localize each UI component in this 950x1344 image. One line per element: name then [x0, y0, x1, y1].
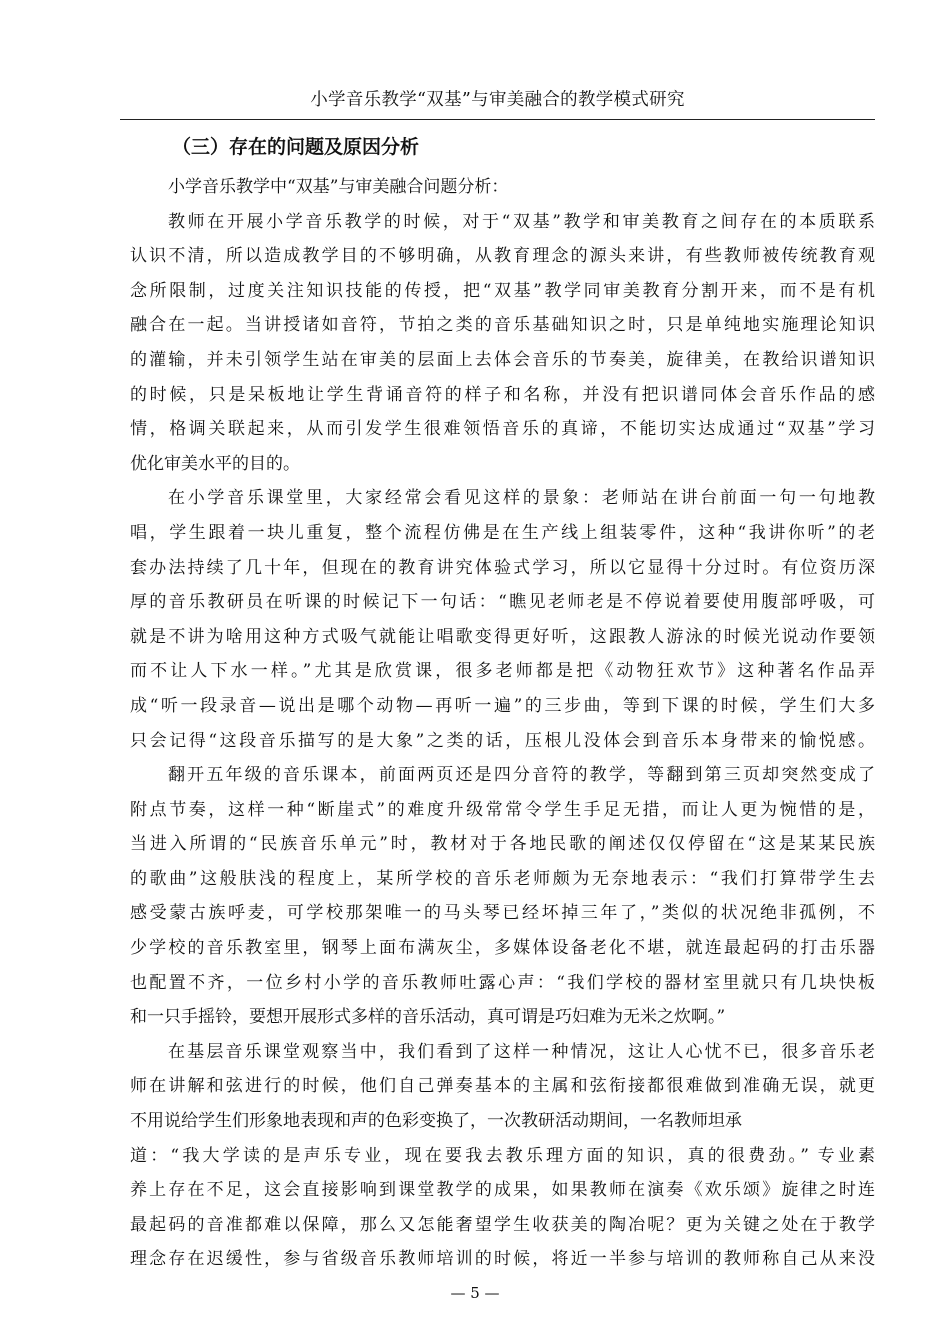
text-line: 认识不清，所以造成教学目的不够明确，从教育理念的源头来讲，有些教师被传统教育观: [130, 246, 875, 267]
text-line: 唱，学生跟着一块儿重复，整个流程仿佛是在生产线上组装零件，这种“我讲你听”的老: [130, 522, 875, 543]
text-line: 翻开五年级的音乐课本，前面两页还是四分音符的教学，等翻到第三页却突然变成了: [168, 765, 875, 786]
text-line: 在基层音乐课堂观察当中，我们看到了这样一种情况，这让人心忧不已，很多音乐老: [168, 1041, 875, 1062]
text-line: 教师在开展小学音乐教学的时候，对于“双基”教学和审美教育之间存在的本质联系: [168, 211, 875, 232]
text-line: 在小学音乐课堂里，大家经常会看见这样的景象：老师站在讲台前面一句一句地教: [168, 488, 875, 509]
text-line: 就是不讲为啥用这种方式吸气就能让唱歌变得更好听，这跟教人游泳的时候光说动作要领: [130, 626, 875, 647]
text-line: 只会记得“这段音乐描写的是大象”之类的话，压根儿没体会到音乐本身带来的愉悦感。: [130, 730, 875, 751]
body-text: [130, 170, 875, 1277]
text-line: 情，格调关联起来，从而引发学生很难领悟音乐的真谛，不能切实达成通过“双基”学习: [130, 419, 875, 440]
text-line: 也配置不齐，一位乡村小学的音乐教师吐露心声：“我们学校的器材室里就只有几块快板: [130, 972, 875, 993]
text-line: 不用说给学生们形象地表现和声的色彩变换了，一次教研活动期间，一名教师坦承: [130, 1111, 742, 1132]
text-line: 和一只手摇铃，要想开展形式多样的音乐活动，真可谓是巧妇难为无米之炊啊。”: [130, 1007, 726, 1028]
text-line: 优化审美水平的目的。: [130, 453, 300, 474]
document-title: 小学音乐教学“双基”与审美融合的教学模式研究: [310, 90, 685, 110]
text-line: 少学校的音乐教室里，钢琴上面布满灰尘，多媒体设备老化不堪，就连最起码的打击乐器: [130, 938, 875, 959]
text-line: 的歌曲”这般肤浅的程度上，某所学校的音乐老师颇为无奈地表示：“我们打算带学生去: [130, 868, 875, 889]
text-line: 感受蒙古族呼麦，可学校那架唯一的马头琴已经坏掉三年了，”类似的状况绝非孤例，不: [130, 903, 875, 924]
text-line: 当进入所谓的“民族音乐单元”时，教材对于各地民歌的阐述仅仅停留在“这是某某民族: [130, 834, 875, 855]
text-line: 念所限制，过度关注知识技能的传授，把“双基”教学同审美教育分割开来，而不是有机: [130, 280, 875, 301]
text-line: 小学音乐教学中“双基”与审美融合问题分析：: [168, 177, 509, 197]
page-number: — 5 —: [450, 1284, 500, 1302]
text-line: 成“听一段录音—说出是哪个动物—再听一遍”的三步曲，等到下课的时候，学生们大多: [130, 695, 875, 716]
text-line: 附点节奏，这样一种“断崖式”的难度升级常常令学生手足无措，而让人更为惋惜的是，: [130, 799, 875, 820]
text-line: 的灌输，并未引领学生站在审美的层面上去体会音乐的节奏美，旋律美，在教给识谱知识: [130, 349, 875, 370]
text-line: 融合在一起。当讲授诸如音符，节拍之类的音乐基础知识之时，只是单纯地实施理论知识: [130, 315, 875, 336]
text-line: 而不让人下水一样。”尤其是欣赏课，很多老师都是把《动物狂欢节》这种著名作品弄: [130, 661, 875, 682]
text-line: 最起码的音准都难以保障，那么又怎能奢望学生收获美的陶冶呢？更为关键之处在于教学: [130, 1214, 875, 1235]
text-line: 套办法持续了几十年，但现在的教育讲究体验式学习，所以它显得十分过时。有位资历深: [130, 557, 875, 578]
text-line: 理念存在迟缓性，参与省级音乐教师培训的时候，将近一半参与培训的教师称自己从来没: [130, 1249, 875, 1270]
text-line: 养上存在不足，这会直接影响到课堂教学的成果，如果教师在演奏《欢乐颂》旋律之时连: [130, 1180, 875, 1201]
running-header: [120, 84, 875, 120]
text-line: 师在讲解和弦进行的时候，他们自己弹奏基本的主属和弦衔接都很难做到准确无误，就更: [130, 1076, 875, 1097]
text-line: 的时候，只是呆板地让学生背诵音符的样子和名称，并没有把识谱同体会音乐作品的感: [130, 384, 875, 405]
text-line: 厚的音乐教研员在听课的时候记下一句话：“瞧见老师老是不停说着要使用腹部呼吸，可: [130, 592, 875, 613]
text-line: 道：“我大学读的是声乐专业，现在要我去教乐理方面的知识，真的很费劲。” 专业素: [130, 1145, 875, 1166]
section-heading: （三）存在的问题及原因分析: [172, 136, 420, 158]
